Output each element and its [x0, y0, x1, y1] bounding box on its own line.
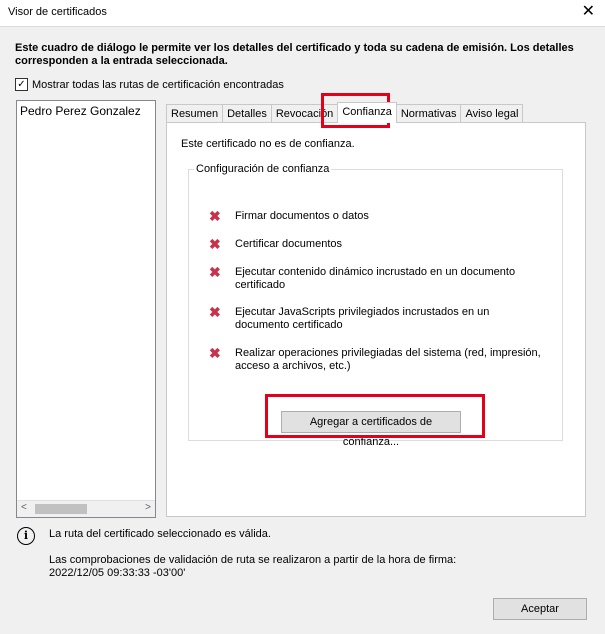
tab-revocacion[interactable]: Revocación	[271, 104, 338, 123]
list-item-certificate[interactable]: Pedro Perez Gonzalez	[20, 104, 141, 118]
scrollbar-thumb[interactable]	[35, 504, 87, 514]
permission-label: Realizar operaciones privilegiadas del sistema (red, impresión, acceso a archivos, etc.)	[235, 347, 541, 372]
scroll-right-icon[interactable]: >	[145, 502, 151, 513]
trust-settings-title: Configuración de confianza	[196, 163, 330, 175]
tab-resumen[interactable]: Resumen	[166, 104, 223, 123]
horizontal-scrollbar[interactable]	[17, 500, 155, 517]
tab-detalles[interactable]: Detalles	[222, 104, 272, 123]
close-icon[interactable]: ✕	[581, 3, 595, 20]
denied-icon: ✖	[209, 236, 221, 252]
permission-system-ops	[209, 347, 545, 373]
show-all-paths-label[interactable]: Mostrar todas las rutas de certificación encontradas	[32, 78, 284, 91]
signing-timestamp: 2022/12/05 09:33:33 -03'00'	[49, 567, 186, 579]
permission-sign	[209, 210, 545, 223]
denied-icon: ✖	[209, 264, 221, 280]
add-to-trusted-button[interactable]: Agregar a certificados de confianza...	[281, 411, 461, 433]
accept-button[interactable]: Aceptar	[493, 598, 587, 620]
show-all-paths-row[interactable]	[15, 78, 284, 91]
trust-settings-group	[188, 163, 563, 448]
tab-strip	[166, 104, 522, 123]
trust-panel	[166, 122, 586, 517]
path-valid-message: La ruta del certificado seleccionado es válida.	[49, 528, 271, 540]
scroll-left-icon[interactable]: <	[21, 502, 27, 513]
validation-note: Las comprobaciones de validación de ruta se realizaron a partir de la hora de firma:	[49, 554, 457, 566]
permission-javascript	[209, 306, 545, 332]
certificate-list[interactable]	[16, 100, 156, 518]
permission-label: Firmar documentos o datos	[235, 210, 369, 222]
show-all-paths-checkbox[interactable]: ✓	[15, 78, 28, 91]
denied-icon: ✖	[209, 345, 221, 361]
permission-label: Ejecutar JavaScripts privilegiados incrustados en un documento certificado	[235, 306, 490, 331]
dialog-description: Este cuadro de diálogo le permite ver los detalles del certificado y toda su cadena de emisión. Los detalles corresponden a la entrada seleccionada.	[15, 42, 574, 67]
dialog-body	[0, 26, 605, 634]
permission-certify	[209, 238, 545, 251]
title-bar	[0, 0, 605, 26]
permission-label: Certificar documentos	[235, 238, 342, 250]
tab-normativas[interactable]: Normativas	[396, 104, 462, 123]
tab-aviso-legal[interactable]: Aviso legal	[460, 104, 523, 123]
trust-status-message: Este certificado no es de confianza.	[181, 138, 355, 150]
info-icon: i	[17, 527, 35, 545]
tab-confianza[interactable]: Confianza	[337, 102, 397, 123]
permission-dynamic-content	[209, 266, 545, 292]
permission-label: Ejecutar contenido dinámico incrustado en un documento certificado	[235, 266, 516, 291]
denied-icon: ✖	[209, 208, 221, 224]
denied-icon: ✖	[209, 304, 221, 320]
window-title: Visor de certificados	[8, 6, 107, 18]
